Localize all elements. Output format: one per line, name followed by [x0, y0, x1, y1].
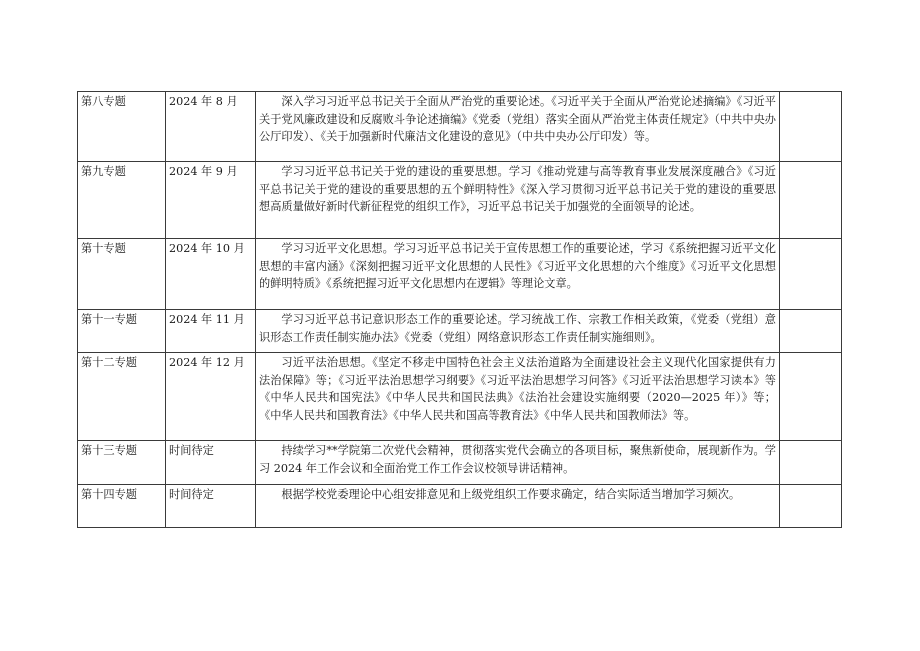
topic-cell: 第八专题	[78, 92, 166, 162]
topic-cell: 第九专题	[78, 162, 166, 239]
content-cell: 持续学习**学院第二次党代会精神，贯彻落实党代会确立的各项目标，聚焦新使命，展现新作为。学习 2024 年工作会议和全面治党工作工作会议校领导讲话精神。	[256, 441, 780, 485]
topic-cell: 第十二专题	[78, 353, 166, 441]
table-row	[78, 353, 842, 441]
topic-cell: 第十专题	[78, 239, 166, 310]
content-cell: 学习习近平总书记意识形态工作的重要论述。学习统战工作、宗教工作相关政策，《党委（党组）意识形态工作责任制实施办法》《党委（党组）网络意识形态工作责任制实施细则》。	[256, 310, 780, 353]
topic-cell: 第十一专题	[78, 310, 166, 353]
note-cell	[780, 310, 842, 353]
time-cell: 2024 年 11 月	[166, 310, 256, 353]
time-cell: 2024 年 8 月	[166, 92, 256, 162]
time-cell: 2024 年 10 月	[166, 239, 256, 310]
table-row	[78, 92, 842, 162]
note-cell	[780, 353, 842, 441]
content-cell: 习近平法治思想。《坚定不移走中国特色社会主义法治道路为全面建设社会主义现代化国家提供有力法治保障》等；《习近平法治思想学习纲要》《习近平法治思想学习问答》《习近平法治思想学习读本》等 《中华人民共和国宪法》《中华人民共和国民法典》《法治社会建设实施纲要（2020—2025 年）》等；《中华人民共和国教育法》《中华人民共和国高等教育法》《中华人民共和国教师法》等。	[256, 353, 780, 441]
note-cell	[780, 485, 842, 528]
table-row	[78, 162, 842, 239]
time-cell: 时间待定	[166, 441, 256, 485]
topic-cell: 第十三专题	[78, 441, 166, 485]
table-row	[78, 310, 842, 353]
study-schedule-table	[77, 91, 842, 528]
content-cell: 学习习近平总书记关于党的建设的重要思想。学习《推动党建与高等教育事业发展深度融合》《习近平总书记关于党的建设的重要思想的五个鲜明特性》《深入学习贯彻习近平总书记关于党的建设的重要思想高质量做好新时代新征程党的组织工作》，习近平总书记关于加强党的全面领导的论述。	[256, 162, 780, 239]
note-cell	[780, 441, 842, 485]
note-cell	[780, 162, 842, 239]
time-cell: 2024 年 9 月	[166, 162, 256, 239]
content-cell: 根据学校党委理论中心组安排意见和上级党组织工作要求确定，结合实际适当增加学习频次。	[256, 485, 780, 528]
time-cell: 时间待定	[166, 485, 256, 528]
table-row	[78, 239, 842, 310]
content-cell: 学习习近平文化思想。学习习近平总书记关于宣传思想工作的重要论述，学习《系统把握习近平文化思想的丰富内涵》《深刻把握习近平文化思想的人民性》《习近平文化思想的六个维度》《习近平文化思想的鲜明特质》《系统把握习近平文化思想内在逻辑》等理论文章。	[256, 239, 780, 310]
topic-cell: 第十四专题	[78, 485, 166, 528]
table-row	[78, 485, 842, 528]
note-cell	[780, 92, 842, 162]
time-cell: 2024 年 12 月	[166, 353, 256, 441]
table-row	[78, 441, 842, 485]
content-cell: 深入学习习近平总书记关于全面从严治党的重要论述。《习近平关于全面从严治党论述摘编》《习近平关于党风廉政建设和反腐败斗争论述摘编》《党委（党组）落实全面从严治党主体责任规定》（中共中央办公厅印发）、《关于加强新时代廉洁文化建设的意见》（中共中央办公厅印发）等。	[256, 92, 780, 162]
note-cell	[780, 239, 842, 310]
